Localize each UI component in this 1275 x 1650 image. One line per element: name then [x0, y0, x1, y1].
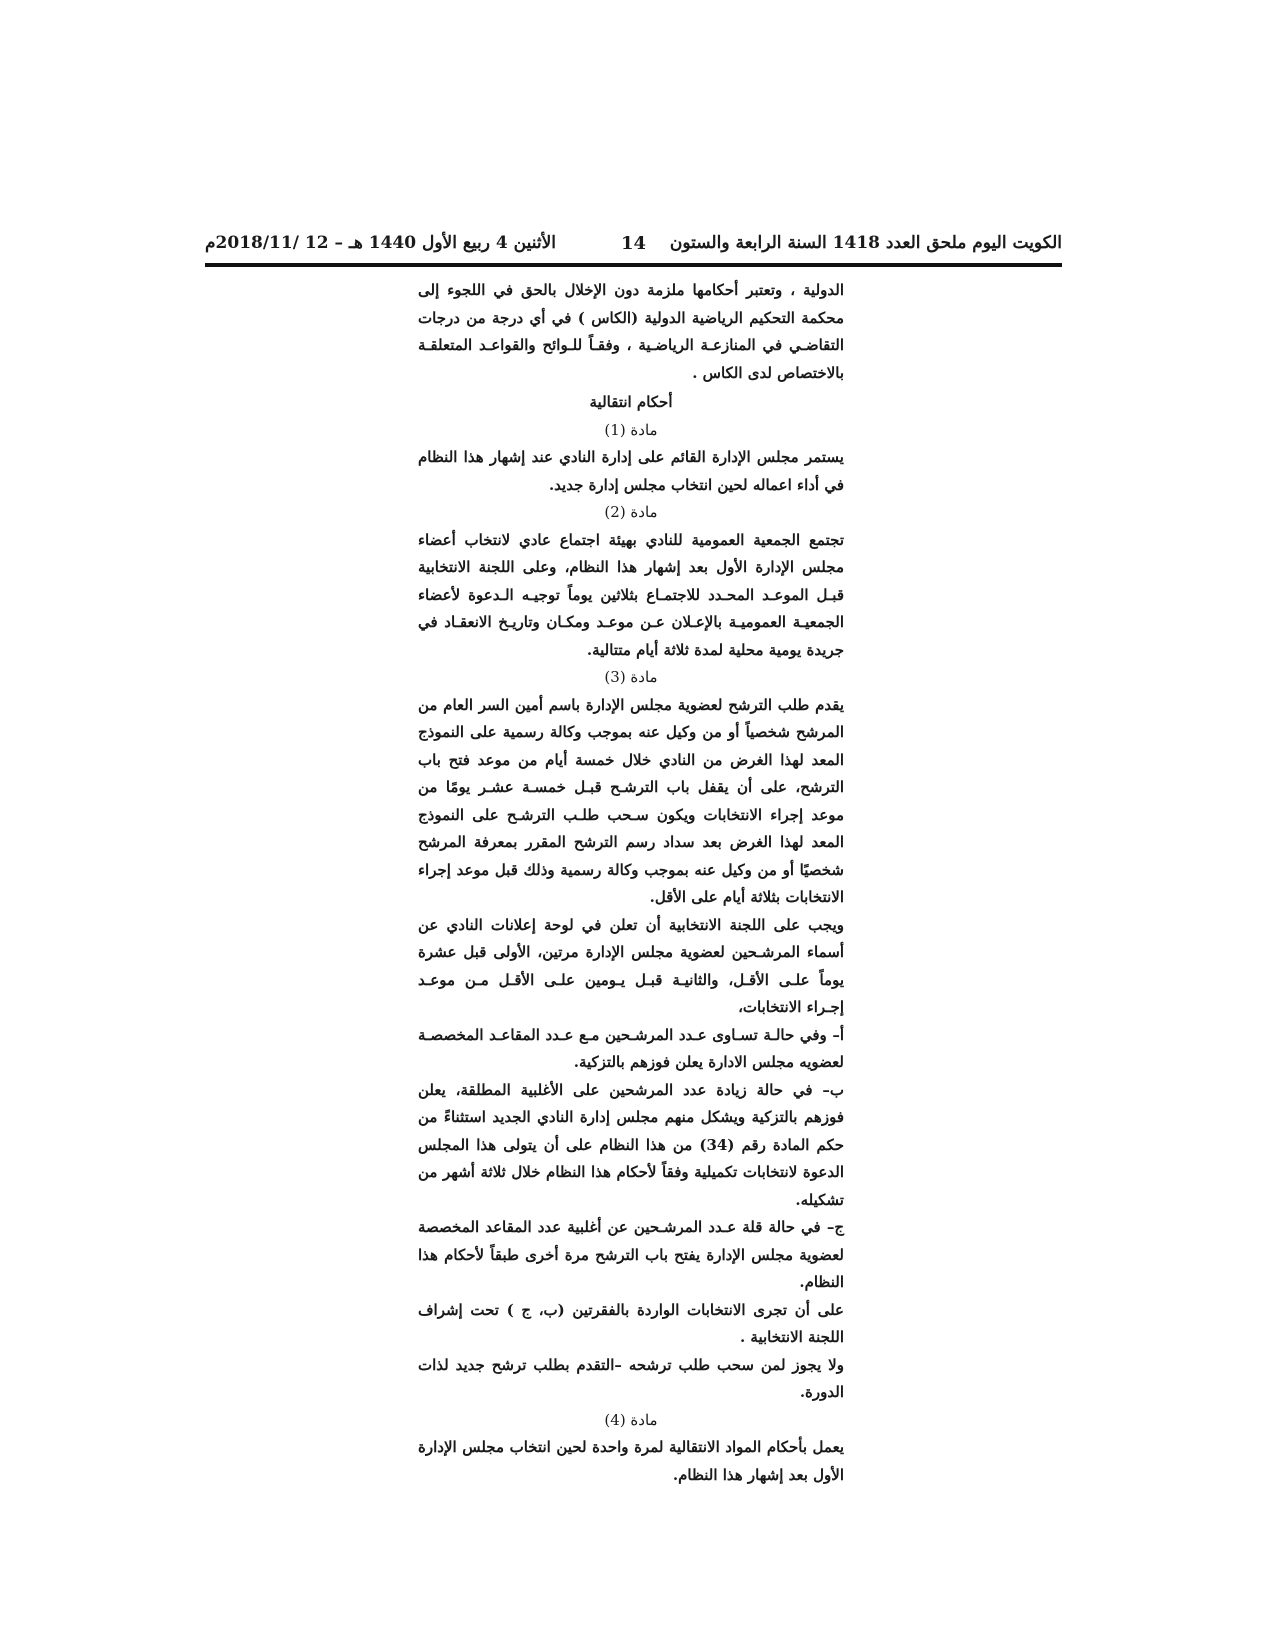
article-3-paragraph-2: ويجب على اللجنة الانتخابية أن تعلن في لوحة إعلانات النادي عن أسماء المرشـحين لعضوية مجلس الإدارة مرتين، الأولى قبل عشرة يوماً علـى الأقـل، والثانيـة قبـل يـومين علـى الأقـل مـن موعـد إجـراء الانتخابات، [418, 915, 844, 1016]
article-1-title: مادة (1) [604, 420, 658, 439]
article-2-text: تجتمع الجمعية العمومية للنادي بهيئة اجتماع عادي لانتخاب أعضاء مجلس الإدارة الأول بعد إشهار هذا النظام، وعلى اللجنة الانتخابية قبـل الموعـد المحـدد للاجتمـاع بثلاثين يوماً توجيـه الـدعوة لأعضاء الجمعيـة العموميـة بالإعـلان عـن موعـد ومكـان وتاريـخ الانعقـاد في جريدة يومية محلية لمدة ثلاثة أيام متتالية. [418, 530, 844, 659]
page-number: 14 [620, 233, 647, 254]
article-3-title: مادة (3) [604, 668, 658, 686]
page-header [205, 233, 1062, 261]
article-3-paragraph-1: يقدم طلب الترشح لعضوية مجلس الإدارة باسم أمين السر العام من المرشح شخصياً أو من وكيل عنه بموجب وكالة رسمية على النموذج المعد لهذا الغرض من النادي خلال خمسة أيام من موعد فتح باب الترشح، على أن يقفل باب الترشـح قبـل خمسـة عشـر يومًا من موعد إجراء الانتخابات ويكون سـحب طلـب الترشـح على النموذج المعد لهذا الغرض بعد سداد رسم الترشح المقرر بمعرفة المرشح شخصيًا أو من وكيل عنه بموجب وكالة رسمية وذلك قبل موعد إجراء الانتخابات بثلاثة أيام على الأقل. [418, 695, 844, 906]
article-2-title: مادة (2) [604, 503, 658, 521]
article-3-item-b: ب– في حالة زيادة عدد المرشحين على الأغلبية المطلقة، يعلن فوزهم بالتزكية ويشكل منهم مجلس إدارة النادي الجديد استثناءً من حكم المادة رقم (34) من هذا النظام على أن يتولى هذا المجلس الدعوة لانتخابات تكميلية وفقاً لأحكام هذا النظام خلال ثلاثة أشهر من تشكيله. [418, 1080, 844, 1209]
issue-date: الأثنين 4 ربيع الأول 1440 هـ – 12 /2018/11م [205, 233, 557, 253]
intro-paragraph: الدولية ، وتعتبر أحكامها ملزمة دون الإخلال بالحق في اللجوء إلى محكمة التحكيم الرياضية الدولية (الكاس ) في أي درجة من درجات التقاضـي في المنازعـة الرياضـية ، وفقـاً للـوائح والقواعـد المتعلقـة بالاختصاص لدى الكاس . [418, 281, 844, 382]
article-1-text: يستمر مجلس الإدارة القائم على إدارة النادي عند إشهار هذا النظام في أداء اعماله لحين انتخاب مجلس إدارة جديد. [418, 448, 844, 494]
article-3-item-c: ج– في حالة قلة عـدد المرشـحين عن أغلبية عدد المقاعد المخصصة لعضوية مجلس الإدارة يفتح باب الترشح مرة أخرى طبقاً لأحكام هذا النظام. [418, 1218, 844, 1291]
gazette-issue-info: الكويت اليوم ملحق العدد 1418 السنة الرابعة والستون [669, 233, 1062, 253]
header-rule [205, 263, 1062, 267]
article-column [418, 277, 844, 1489]
section-title: أحكام انتقالية [589, 393, 673, 411]
article-4-title: مادة (4) [604, 1410, 658, 1429]
article-3-paragraph-3: على أن تجرى الانتخابات الواردة بالفقرتين (ب، ج ) تحت إشراف اللجنة الانتخابية . [418, 1300, 844, 1346]
article-3-paragraph-4: ولا يجوز لمن سحب طلب ترشحه –التقدم بطلب ترشح جديد لذات الدورة. [418, 1355, 844, 1401]
article-3-item-a: أ– وفي حالـة تسـاوى عـدد المرشـحين مـع عـدد المقاعـد المخصصـة لعضويه مجلس الادارة يعلن فوزهم بالتزكية. [418, 1025, 844, 1071]
article-4-text: يعمل بأحكام المواد الانتقالية لمرة واحدة لحين انتخاب مجلس الإدارة الأول بعد إشهار هذا النظام. [418, 1438, 844, 1484]
